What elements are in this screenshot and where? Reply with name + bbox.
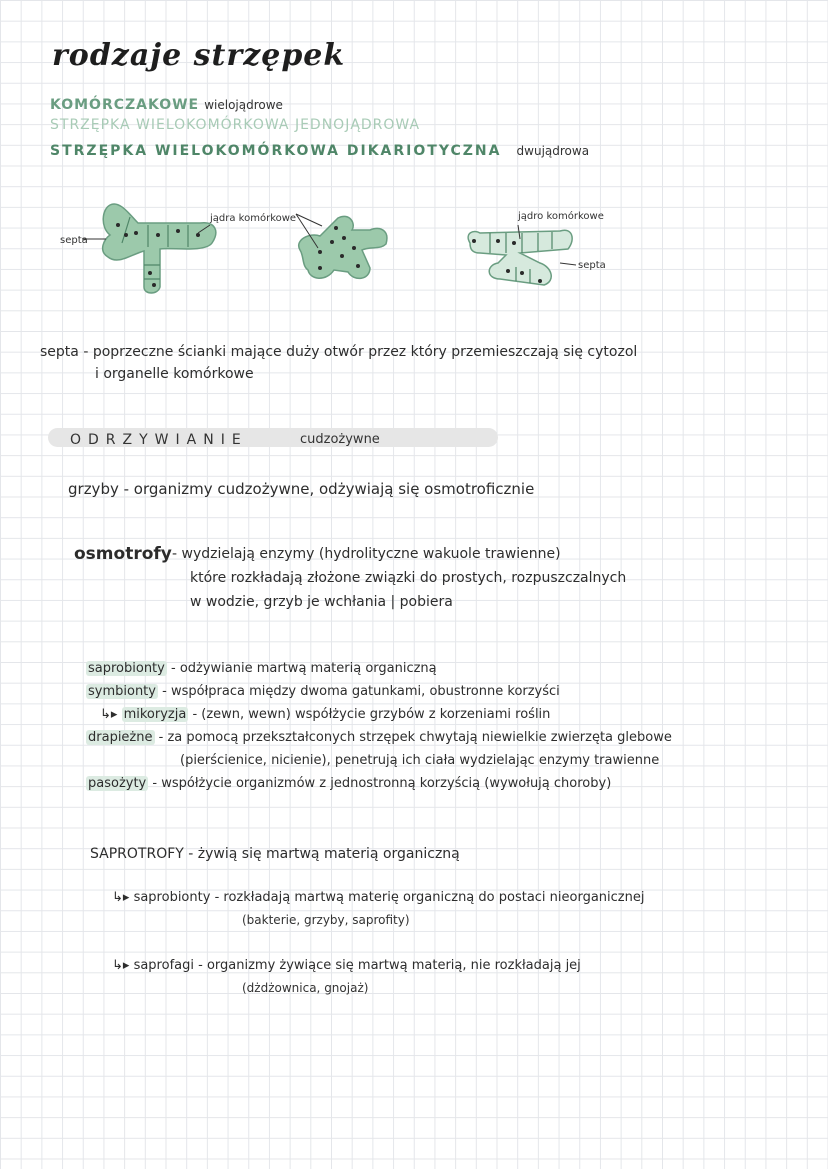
mode-saprobionty-label: saprobionty [88, 661, 165, 676]
saprotrofy-item2-text: - organizmy żywiące się martwą materią, nie rozkładają jej [198, 958, 581, 973]
coenocytic-hypha-diagram [290, 210, 400, 285]
hypha-body [103, 204, 216, 293]
dikaryotic-hypha-diagram [460, 205, 630, 295]
mode-drapiezne-text: - za pomocą przekształconych strzępek chwytają niewielkie zwierzęta glebowe [158, 730, 672, 745]
type-line-3 [50, 140, 589, 159]
mode-pasozyty-text: - współżycie organizmów z jednostronną korzyścią (wywołują choroby) [152, 776, 612, 791]
mode-drapiezne-label: drapieżne [88, 730, 153, 745]
type-dikariotyczna: STRZĘPKA WIELOKOMÓRKOWA DIKARIOTYCZNA [50, 143, 502, 159]
arrow-icon: ↳▸ [100, 707, 118, 722]
osmotrofy-line3: w wodzie, grzyb je wchłania | pobiera [190, 594, 453, 610]
saprotrofy-heading: SAPROTROFY - żywią się martwą materią organiczną [90, 846, 460, 862]
type-dikariotyczna-note: dwujądrowa [516, 144, 590, 158]
type-jednojadrowa: STRZĘPKA WIELOKOMÓRKOWA JEDNOJĄDROWA [50, 117, 421, 133]
hypha-body [299, 216, 387, 278]
saprotrofy-item2-examples: (dżdżownica, gnojaż) [242, 981, 369, 995]
section-heading: ODRZYWIANIE [70, 432, 248, 448]
septa-definition-line1: septa - poprzeczne ścianki mające duży otwór przez który przemieszczają się cytozol [40, 344, 638, 360]
mode-saprobionty-text: - odżywianie martwą materią organiczną [171, 661, 437, 676]
mode-pasozyty [86, 776, 611, 791]
arrow-icon: ↳▸ [112, 890, 130, 905]
mode-mikoryzja-label: mikoryzja [123, 707, 187, 722]
osmotrofy-line1: - wydzielają enzymy (hydrolityczne wakuole trawienne) [172, 546, 561, 562]
arrow-icon: ↳▸ [112, 958, 130, 973]
mode-drapiezne-text2: (pierścienice, nicienie), penetrują ich ciała wydzielając enzymy trawienne [180, 753, 660, 768]
label-septa-right: septa [578, 260, 606, 271]
saprotrofy-item1-examples: (bakterie, grzyby, saprofity) [242, 913, 410, 927]
saprotrofy-item2 [112, 958, 581, 973]
saprotrofy-item1-text: - rozkładają martwą materię organiczną do postaci nieorganicznej [214, 890, 645, 905]
mode-symbionty-label: symbionty [88, 684, 156, 699]
osmotrofy-label: osmotrofy [74, 544, 172, 564]
label-jadra-komorkowe: jądra komórkowe [210, 213, 297, 224]
grzyby-statement: grzyby - organizmy cudzożywne, odżywiają się osmotroficznie [68, 480, 535, 498]
saprotrofy-item1 [112, 890, 644, 905]
type-line-1 [50, 94, 283, 113]
label-jadro-komorkowe: jądro komórkowe [518, 211, 604, 222]
type-komorczakowe-note: wielojądrowe [204, 98, 283, 112]
mode-mikoryzja-text: - (zewn, wewn) współżycie grzybów z korzeniami roślin [192, 707, 551, 722]
mode-drapiezne [86, 730, 672, 745]
mode-saprobionty [86, 661, 437, 676]
mode-mikoryzja [100, 707, 550, 722]
type-komorczakowe: KOMÓRCZAKOWE [50, 97, 200, 113]
label-septa-left: septa [60, 235, 88, 246]
septate-hypha-diagram [60, 195, 297, 295]
mode-symbionty-text: - współpraca między dwoma gatunkami, obustronne korzyści [162, 684, 560, 699]
mode-symbionty [86, 684, 560, 699]
saprotrofy-item1-label: saprobionty [133, 890, 211, 905]
osmotrofy-line2: które rozkładają złożone związki do prostych, rozpuszczalnych [190, 570, 627, 586]
section-subheading: cudzożywne [300, 432, 380, 447]
saprotrofy-item2-label: saprofagi [133, 958, 194, 973]
septa-definition-line2: i organelle komórkowe [95, 366, 254, 382]
mode-pasozyty-label: pasożyty [88, 776, 147, 791]
page-title: rodzaje strzępek [52, 38, 346, 73]
